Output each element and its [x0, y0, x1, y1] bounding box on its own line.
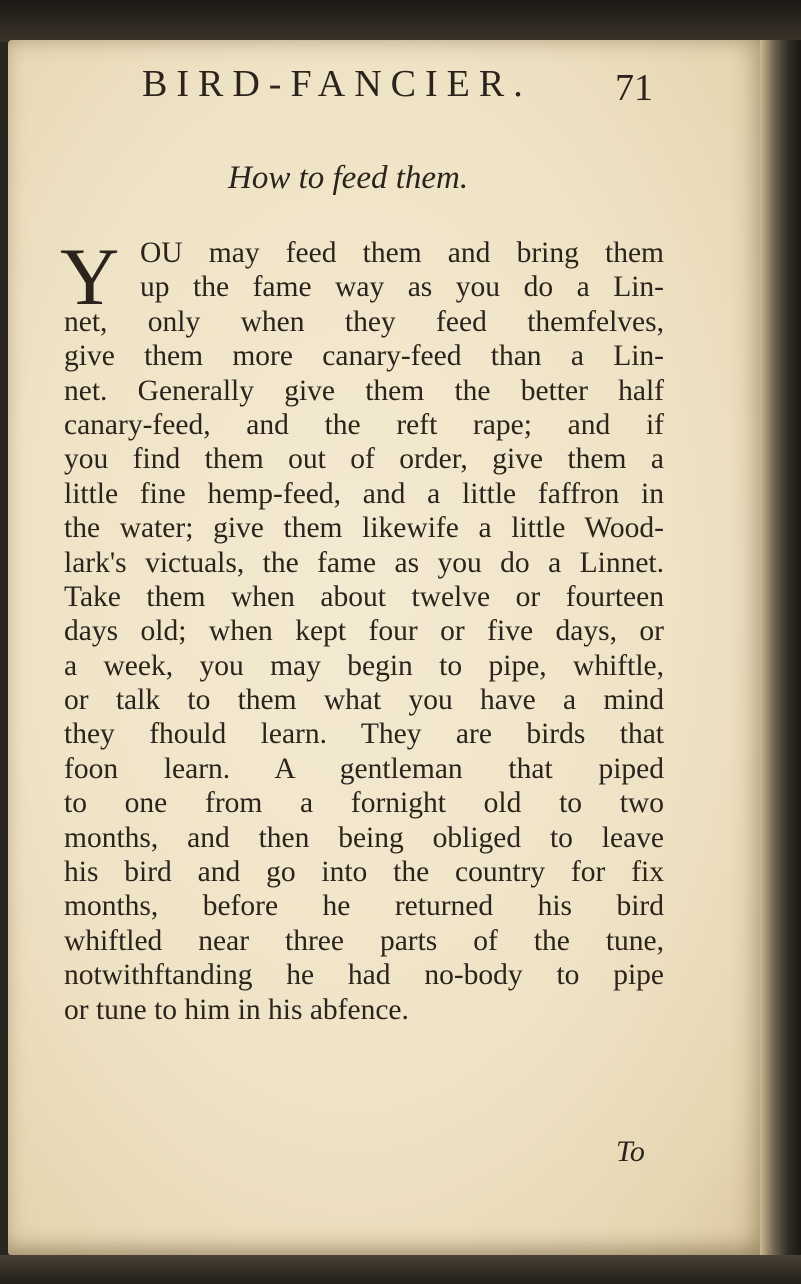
text-line: canary-feed, and the reft rape; and if — [64, 408, 664, 441]
body-paragraph — [64, 236, 664, 1027]
text-line: lark's victuals, the fame as you do a Linnet. — [64, 546, 664, 579]
text-line: they fhould learn. They are birds that — [64, 718, 664, 751]
text-line: little fine hemp-feed, and a little faffron in — [64, 477, 664, 510]
text-line: whiftled near three parts of the tune, — [64, 924, 664, 957]
section-title: How to feed them. — [228, 160, 469, 196]
text-line: net. Generally give them the better half — [64, 374, 664, 407]
drop-cap: Y — [60, 231, 120, 322]
text-line: OU may feed them and bring them — [140, 237, 664, 269]
running-head: BIRD-FANCIER. — [142, 63, 532, 105]
text-line: give them more canary-feed than a Lin- — [64, 340, 664, 373]
text-line: the water; give them likewife a little Wood- — [64, 512, 664, 545]
book-fore-edge — [760, 40, 801, 1284]
text-line: or talk to them what you have a mind — [64, 684, 664, 717]
text-line: Take them when about twelve or fourteen — [64, 580, 664, 613]
catchword: To — [616, 1135, 645, 1168]
text-line: or tune to him in his abfence. — [64, 993, 409, 1026]
text-line: months, and then being obliged to leave — [64, 821, 664, 854]
book-top-edge — [0, 0, 801, 42]
text-line: to one from a fornight old to two — [64, 787, 664, 820]
text-line: his bird and go into the country for fix — [64, 856, 664, 889]
page-number: 71 — [615, 67, 653, 109]
text-line: months, before he returned his bird — [64, 890, 664, 923]
text-line: days old; when kept four or five days, or — [64, 615, 664, 648]
text-line: up the fame way as you do a Lin- — [140, 271, 664, 304]
text-line: net, only when they feed themfelves, — [64, 305, 664, 338]
book-bottom-edge — [0, 1255, 801, 1284]
text-line: notwithftanding he had no-body to pipe — [64, 959, 664, 992]
text-line: you find them out of order, give them a — [64, 443, 664, 476]
text-line: a week, you may begin to pipe, whiftle, — [64, 649, 664, 682]
text-line: foon learn. A gentleman that piped — [64, 752, 664, 785]
